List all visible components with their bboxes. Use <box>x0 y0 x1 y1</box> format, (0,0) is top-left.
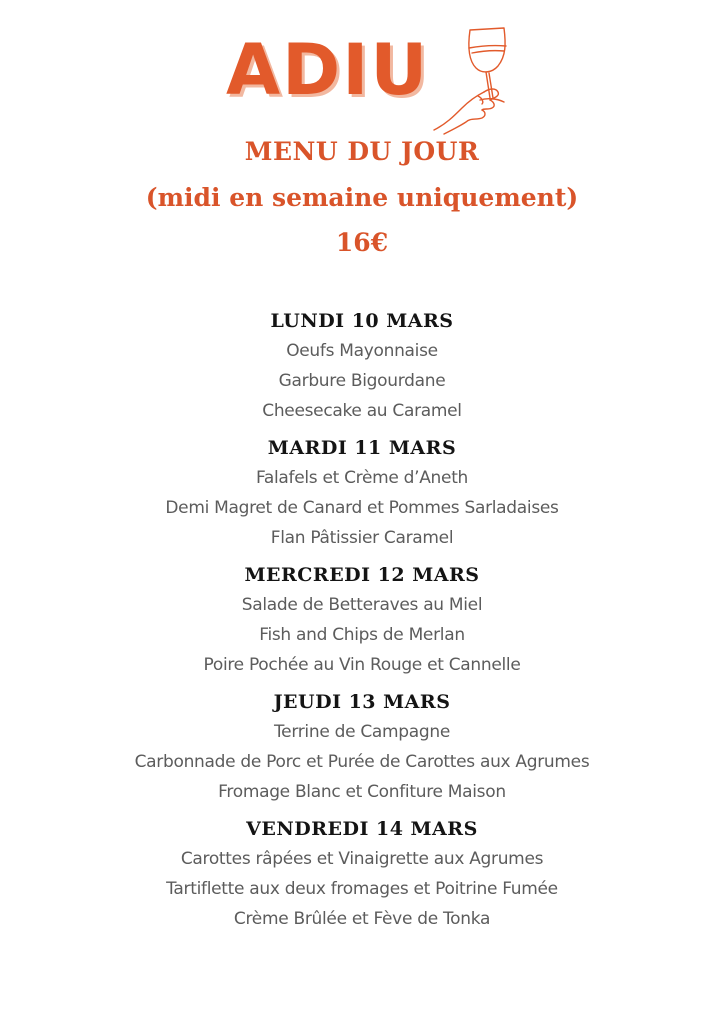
day-title: LUNDI 10 MARS <box>270 310 454 332</box>
dish-item: Tartiflette aux deux fromages et Poitrine Fumée <box>166 879 558 899</box>
brand-header <box>226 28 429 118</box>
menu-price: 16€ <box>335 228 389 257</box>
dish-item: Fromage Blanc et Confiture Maison <box>218 782 506 802</box>
day-section <box>0 306 724 426</box>
day-title: MERCREDI 12 MARS <box>244 564 480 586</box>
dish-item: Garbure Bigourdane <box>278 371 446 391</box>
dish-item: Falafels et Crème d’Aneth <box>255 468 469 488</box>
day-section <box>0 814 724 934</box>
dish-item: Carottes râpées et Vinaigrette aux Agrumes <box>180 849 544 869</box>
dish-item: Crème Brûlée et Fève de Tonka <box>233 909 491 929</box>
day-section <box>0 687 724 807</box>
dish-item: Demi Magret de Canard et Pommes Sarladaises <box>165 498 559 518</box>
dish-item: Oeufs Mayonnaise <box>286 341 438 361</box>
dish-item: Salade de Betteraves au Miel <box>241 595 483 615</box>
dish-item: Terrine de Campagne <box>273 722 451 742</box>
day-title: MARDI 11 MARS <box>267 437 457 459</box>
menu-subtitle: (midi en semaine uniquement) <box>145 183 579 212</box>
day-section <box>0 560 724 680</box>
dish-item: Carbonnade de Porc et Purée de Carottes aux Agrumes <box>134 752 590 772</box>
logo-text: ADIU <box>226 29 430 111</box>
wine-glass-in-hand-icon <box>432 26 518 136</box>
menu-title: MENU DU JOUR <box>244 137 480 166</box>
dish-item: Fish and Chips de Merlan <box>259 625 465 645</box>
dish-item: Cheesecake au Caramel <box>262 401 462 421</box>
dish-item: Poire Pochée au Vin Rouge et Cannelle <box>203 655 521 675</box>
day-title: JEUDI 13 MARS <box>273 691 451 713</box>
day-title: VENDREDI 14 MARS <box>246 818 478 840</box>
weekly-menu <box>0 306 724 934</box>
dish-item: Flan Pâtissier Caramel <box>270 528 454 548</box>
day-section <box>0 433 724 553</box>
